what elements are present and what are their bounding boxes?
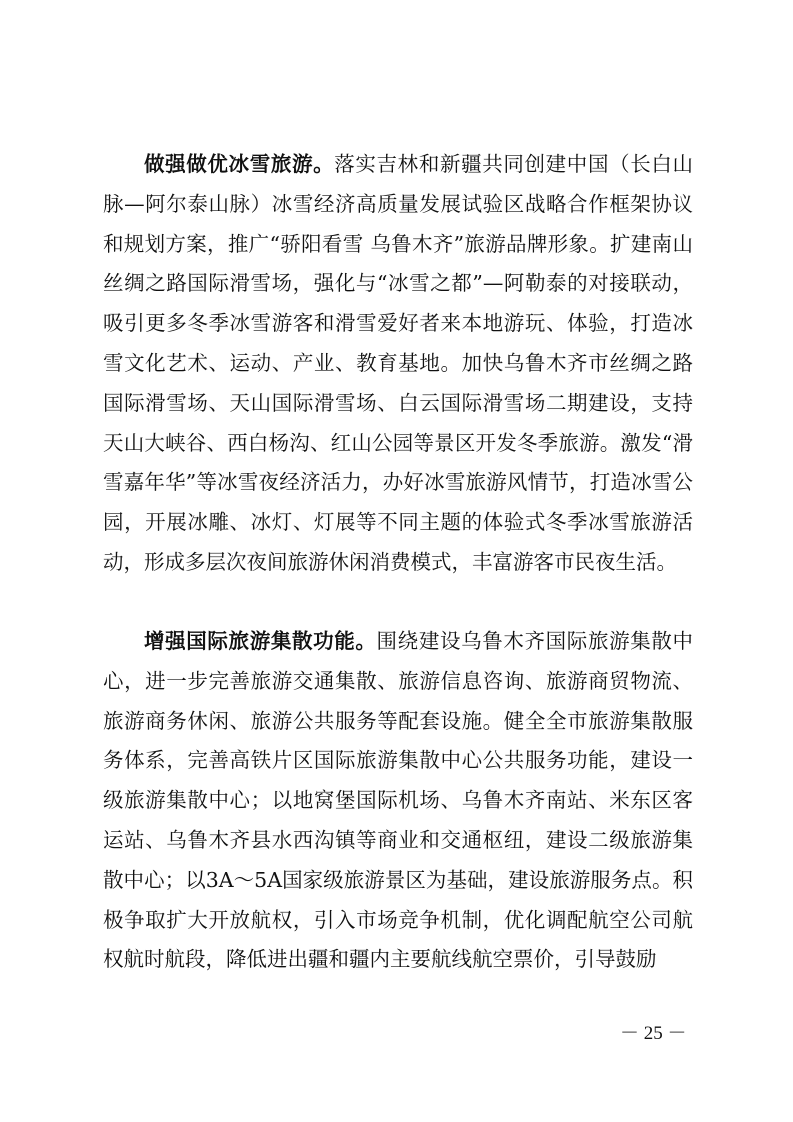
paragraph-body-text: 围绕建设乌鲁木齐国际旅游集散中心，进一步完善旅游交通集散、旅游信息咨询、旅游商贸物流、旅游商务休闲、旅游公共服务等配套设施。健全全市旅游集散服务体系，完善高铁片区国际旅游集散中心公共服务功能，建设一级旅游集散中心；以地窝堡国际机场、乌鲁木齐南站、米东区客运站、乌鲁木齐县水西沟镇等商业和交通枢纽，建设二级旅游集散中心；以3A～5A国家级旅游景区为基础，建设旅游服务点。积极争取扩大开放航权，引入市场竞争机制，优化调配航空公司航权航时航段，降低进出疆和疆内主要航线航空票价，引导鼓励 — [103, 629, 694, 972]
paragraph-lead-heading: 做强做优冰雪旅游。 — [144, 152, 335, 176]
paragraph-body-text: 落实吉林和新疆共同创建中国（长白山脉—阿尔泰山脉）冰雪经济高质量发展试验区战略合作框架协议和规划方案，推广“骄阳看雪 乌鲁木齐”旅游品牌形象。扩建南山丝绸之路国际滑雪场，强化与“冰雪之都”—阿勒泰的对接联动，吸引更多冬季冰雪游客和滑雪爱好者来本地游玩、体验，打造冰雪文化艺术、运动、产业、教育基地。加快乌鲁木齐市丝绸之路国际滑雪场、天山国际滑雪场、白云国际滑雪场二期建设，支持天山大峡谷、西白杨沟、红山公园等景区开发冬季旅游。激发“滑雪嘉年华”等冰雪夜经济活力，办好冰雪旅游风情节，打造冰雪公园，开展冰雕、冰灯、灯展等不同主题的体验式冬季冰雪旅游活动，形成多层次夜间旅游休闲消费模式，丰富游客市民夜生活。 — [103, 152, 694, 574]
paragraph-lead-heading: 增强国际旅游集散功能。 — [144, 629, 377, 653]
paragraph-winter-tourism — [103, 145, 693, 583]
page-number: － 25 － — [620, 1023, 687, 1044]
paragraph-tourism-distribution — [103, 622, 693, 980]
